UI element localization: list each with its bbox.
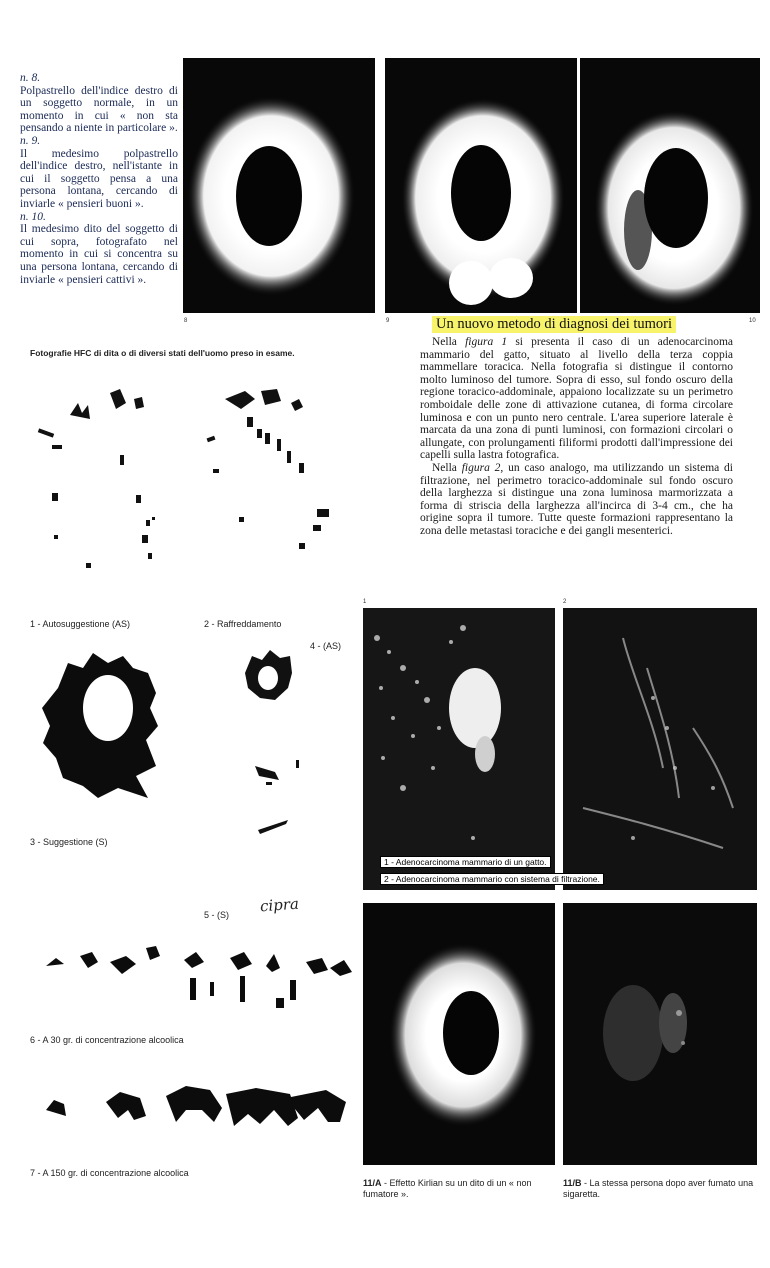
paragraph-2-lead: Nella (432, 461, 462, 474)
caption-11a-number: 11/A (363, 1178, 382, 1188)
photo-legend-1: 1 - Adenocarcinoma mammario di un gatto. (380, 856, 551, 868)
hfc-label-1: 1 - Autosuggestione (AS) (30, 619, 131, 629)
article-paragraph-1 (420, 336, 733, 462)
cat-tumor-image (363, 608, 555, 890)
hfc-section-title: Fotografie HFC di dita o di diversi stati dell'uomo preso in esame. (30, 348, 295, 358)
photo-number-8: 8 (184, 318, 188, 324)
caption-11a-text: - Effetto Kirlian su un dito di un « non fumatore ». (363, 1178, 532, 1199)
photo-legend-2: 2 - Adenocarcinoma mammario con sistema di filtrazione. (380, 873, 604, 885)
photo-number-2: 2 (563, 599, 567, 605)
corona-finger-bad-thoughts-image (580, 58, 760, 313)
hfc-label-5: 5 - (S) (204, 910, 230, 920)
figure-captions-8-10 (20, 72, 178, 286)
photo-caption-11b (563, 1178, 755, 1199)
hfc-figure-7-image (40, 1080, 352, 1130)
corona-finger-good-thoughts-image (385, 58, 577, 313)
photo-caption-11a (363, 1178, 555, 1199)
caption-text-8: Polpastrello dell'indice destro di un soggetto normale, in un momento in cui « non sta pensando a niente in particolare ». (20, 84, 178, 135)
cat-tumor-filtered-image (563, 608, 757, 890)
hfc-figure-2-image (195, 385, 345, 585)
hfc-label-7: 7 - A 150 gr. di concentrazione alcoolica (30, 1168, 189, 1178)
hfc-label-6: 6 - A 30 gr. di concentrazione alcoolica (30, 1035, 184, 1045)
photo-number-1: 1 (363, 599, 367, 605)
kirlian-photo-8 (183, 58, 375, 313)
kirlian-photo-9 (385, 58, 577, 313)
hfc-figure-4-image (240, 648, 310, 848)
hfc-figure-1-image (30, 385, 175, 585)
hfc-label-3: 3 - Suggestione (S) (30, 837, 108, 847)
adenocarcinoma-photo-2 (563, 608, 757, 890)
paragraph-1-body: si presenta il caso di un adenocarcinoma mammario del gatto, situato al livello della terza coppia mammellare toracica. Nella fotografia si distingue il contorno molto luminoso del tumore. Sopra di esso, sul fondo oscuro della regione toracico-addominale, appaiono localizzate su un perimetro romboidale delle zone di attivazione cutanea, di forma circolare luminosa e con un punto nero centrale. L'area superiore laterale è marcata da una zona di punti luminosi, con formazioni circolari o allungate, con prolungamenti filiformi prodotti dall'impressione dei capelli sulla lastra fotografica. (420, 336, 733, 462)
corona-finger-normal-image (183, 58, 375, 313)
handwritten-note: cipra (259, 894, 300, 916)
caption-number-8: n. 8. (20, 72, 41, 84)
hfc-label-4: 4 - (AS) (310, 641, 342, 651)
photo-number-9: 9 (386, 318, 390, 324)
caption-11b-number: 11/B (563, 1178, 582, 1188)
caption-11b-text: - La stessa persona dopo aver fumato una sigaretta. (563, 1178, 754, 1199)
figure-2-reference: figura 2 (461, 461, 501, 474)
kirlian-photo-10 (580, 58, 760, 313)
hfc-figure-6-image (40, 938, 352, 1018)
article-body (420, 336, 733, 538)
figure-1-reference: figura 1 (465, 336, 508, 348)
adenocarcinoma-photo-1 (363, 608, 555, 890)
smoker-finger-image (563, 903, 757, 1165)
paragraph-2-body: , un caso analogo, ma utilizzando un sistema di filtrazione, nel perimetro toracico-addominale sul fondo oscuro della larghezza si distingue una zona luminosa marmorizzata a forma di striscia della larghezza all'incirca di 3-4 cm., che ha origine sopra il tumore. Tutte queste formazioni rappresentano la zona delle metastasi toraciche e dei gangli mesenterici. (420, 461, 733, 537)
caption-text-10: Il medesimo dito del soggetto di cui sopra, fotografato nel momento in cui si concentra su una persona lontana, cercando di inviarle « pensieri cattivi ». (20, 223, 178, 286)
caption-number-10: n. 10. (20, 210, 46, 223)
photo-number-10: 10 (749, 318, 756, 324)
hfc-figure-3-image (38, 648, 168, 808)
kirlian-photo-11a (363, 903, 555, 1165)
non-smoker-finger-image (363, 903, 555, 1165)
kirlian-photo-11b (563, 903, 757, 1165)
article-headline: Un nuovo metodo di diagnosi dei tumori (432, 316, 676, 333)
caption-text-9: Il medesimo polpastrello dell'indice destro, nell'istante in cui il soggetto pensa a una persona lontana, cercando di inviarle « pensieri buoni ». (20, 147, 178, 210)
article-paragraph-2 (420, 462, 733, 538)
hfc-label-2: 2 - Raffreddamento (204, 619, 282, 629)
caption-number-9: n. 9. (20, 134, 41, 147)
paragraph-1-lead: Nella (432, 336, 466, 348)
